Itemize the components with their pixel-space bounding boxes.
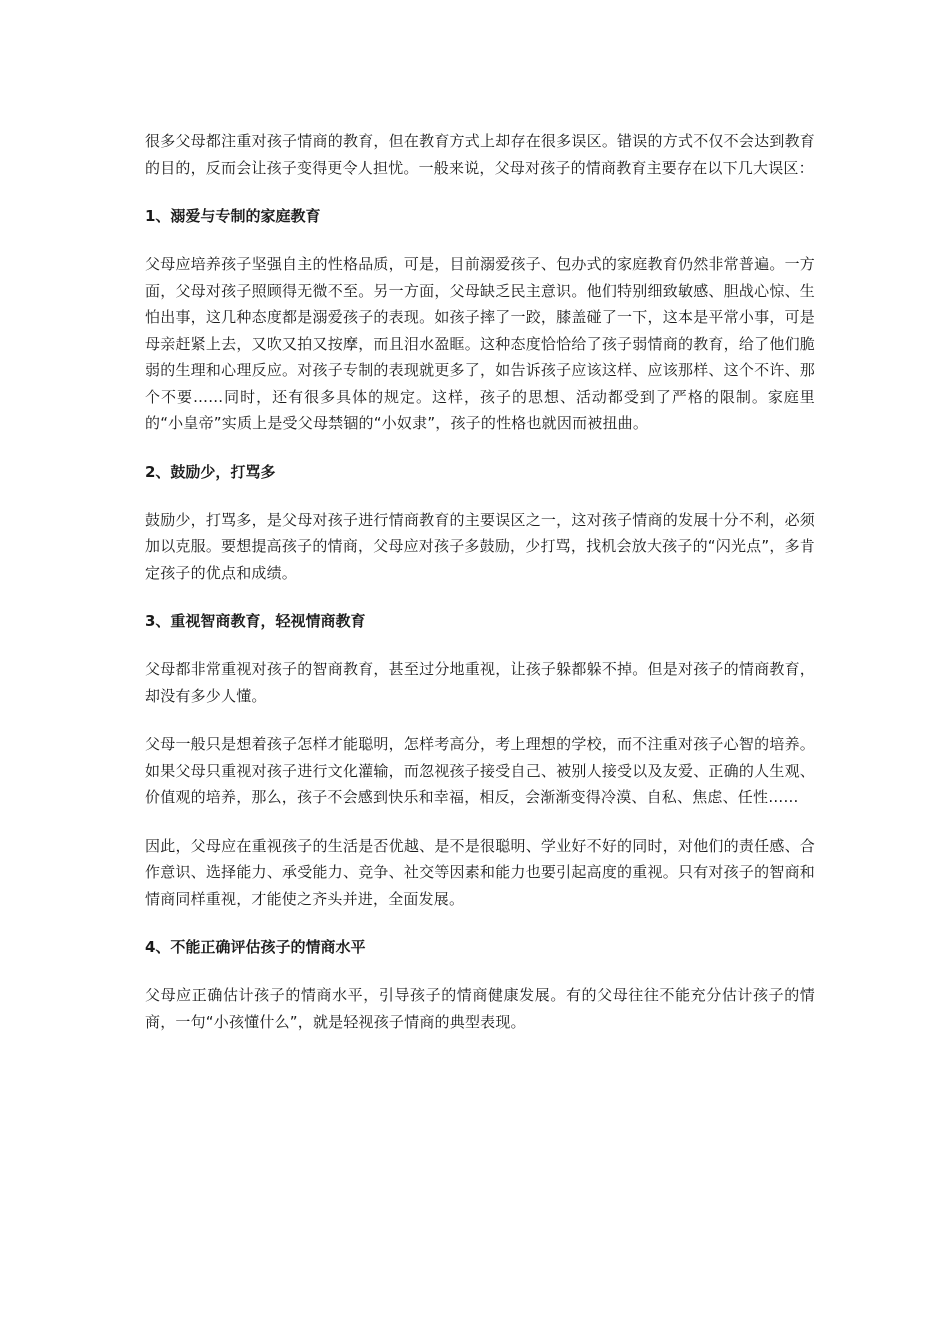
intro-paragraph: 很多父母都注重对孩子情商的教育，但在教育方式上却存在很多误区。错误的方式不仅不会达到教育的目的，反而会让孩子变得更令人担忧。一般来说，父母对孩子的情商教育主要存在以下几大误区： [145,132,815,177]
section-heading: 3、重视智商教育，轻视情商教育 [145,612,366,630]
section-heading: 4、不能正确评估孩子的情商水平 [145,938,366,956]
section-paragraph: 鼓励少，打骂多，是父母对孩子进行情商教育的主要误区之一，这对孩子情商的发展十分不利，必须加以克服。要想提高孩子的情商，父母应对孩子多鼓励，少打骂，找机会放大孩子的“闪光点”，多肯定孩子的优点和成绩。 [145,510,815,582]
section-paragraph: 父母应正确估计孩子的情商水平，引导孩子的情商健康发展。有的父母往往不能充分估计孩子的情商，一句“小孩懂什么”，就是轻视孩子情商的典型表现。 [145,986,815,1031]
section-heading: 1、溺爱与专制的家庭教育 [145,207,321,225]
section-3 [145,608,815,912]
document-body [145,128,815,1057]
section-paragraph: 因此，父母应在重视孩子的生活是否优越、是不是很聪明、学业好不好的同时，对他们的责任感、合作意识、选择能力、承受能力、竞争、社交等因素和能力也要引起高度的重视。只有对孩子的智商和情商同样重视，才能使之齐头并进，全面发展。 [145,836,815,908]
section-2 [145,459,815,587]
section-paragraph: 父母应培养孩子坚强自主的性格品质，可是，目前溺爱孩子、包办式的家庭教育仍然非常普遍。一方面，父母对孩子照顾得无微不至。另一方面，父母缺乏民主意识。他们特别细致敏感、胆战心惊、生怕出事，这几种态度都是溺爱孩子的表现。如孩子摔了一跤，膝盖碰了一下，这本是平常小事，可是母亲赶紧上去，又吹又拍又按摩，而且泪水盈眶。这种态度恰恰给了孩子弱情商的教育，给了他们脆弱的生理和心理反应。对孩子专制的表现就更多了，如告诉孩子应该这样、应该那样、这个不许、那个不要……同时，还有很多具体的规定。这样，孩子的思想、活动都受到了严格的限制。家庭里的“小皇帝”实质上是受父母禁锢的“小奴隶”，孩子的性格也就因而被扭曲。 [145,255,815,432]
section-4 [145,934,815,1035]
section-paragraph: 父母一般只是想着孩子怎样才能聪明，怎样考高分，考上理想的学校，而不注重对孩子心智的培养。如果父母只重视对孩子进行文化灌输，而忽视孩子接受自己、被别人接受以及友爱、正确的人生观、价值观的培养，那么，孩子不会感到快乐和幸福，相反，会渐渐变得冷漠、自私、焦虑、任性…… [145,735,815,806]
section-heading: 2、鼓励少，打骂多 [145,462,276,481]
section-1 [145,203,815,437]
section-paragraph: 父母都非常重视对孩子的智商教育，甚至过分地重视，让孩子躲都躲不掉。但是对孩子的情商教育，却没有多少人懂。 [145,660,815,705]
